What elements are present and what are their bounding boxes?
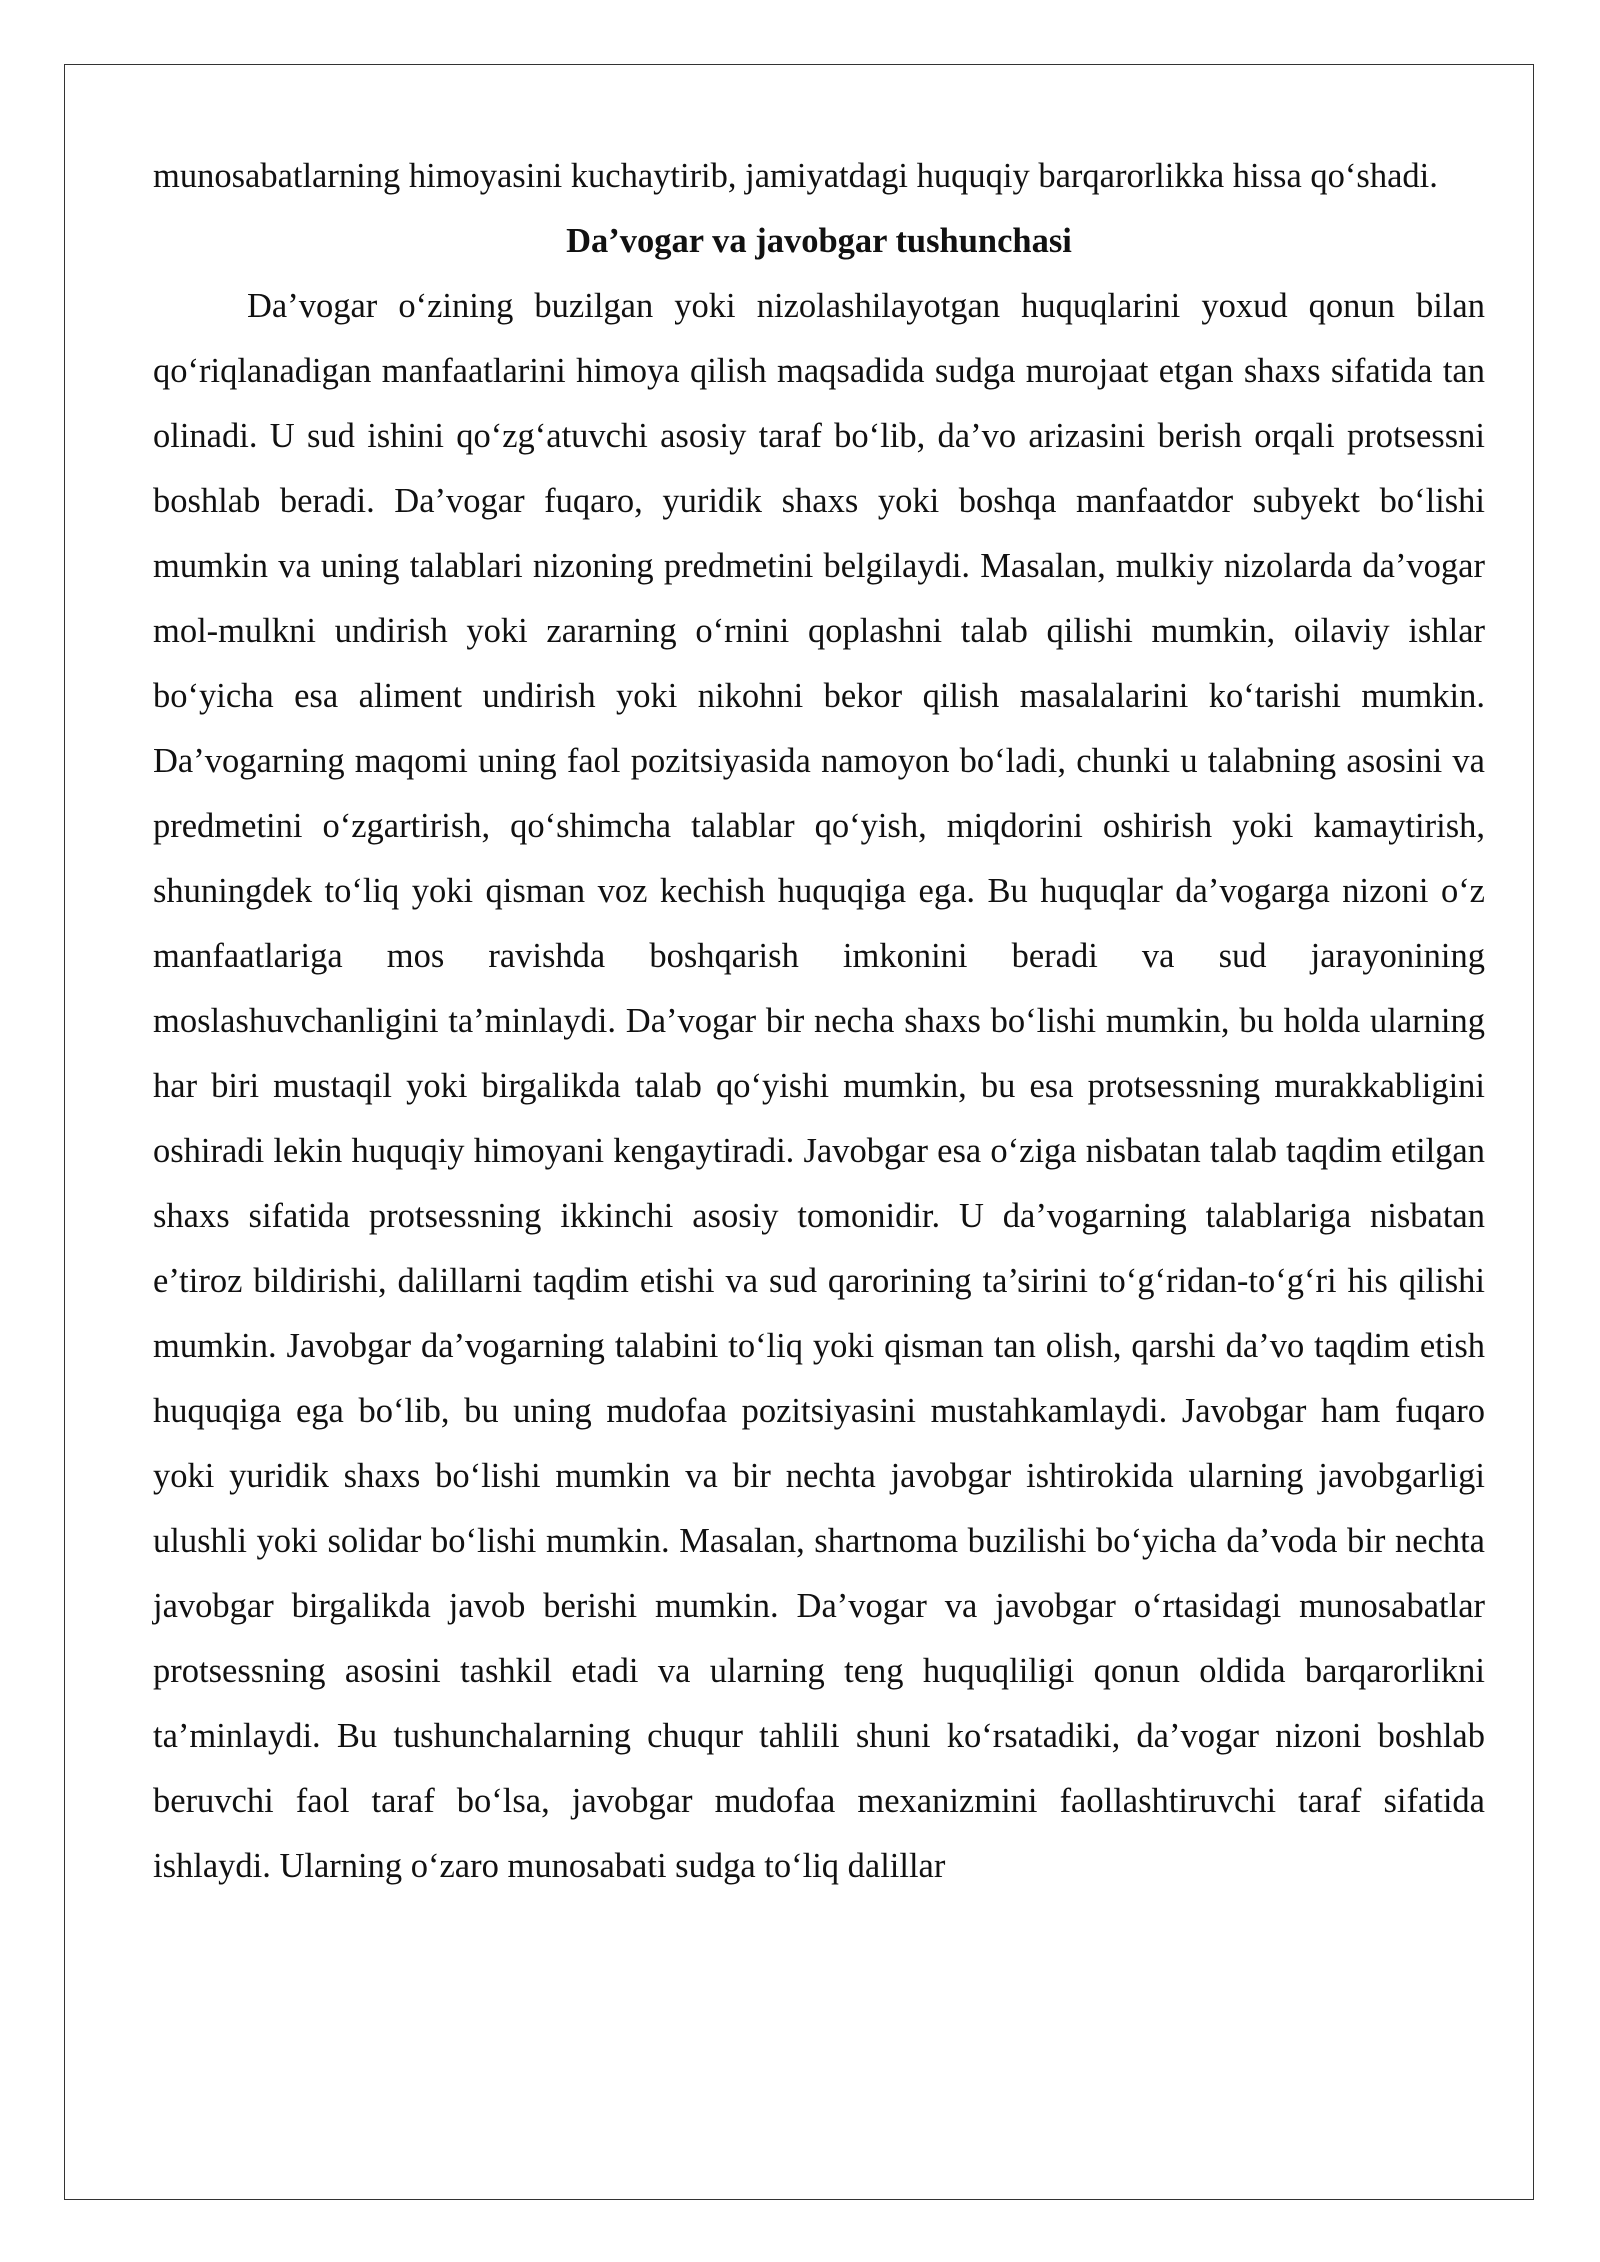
document-body	[153, 144, 1485, 1899]
continued-paragraph: munosabatlarning himoyasini kuchaytirib, jamiyatdagi huquqiy barqarorlikka hissa qo‘shadi.	[153, 157, 1438, 195]
body-paragraph: Da’vogar o‘zining buzilgan yoki nizolashilayotgan huquqlarini yoxud qonun bilan qo‘riqlanadigan manfaatlarini himoya qilish maqsadida sudga murojaat etgan shaxs sifatida tan olinadi. U sud ishini qo‘zg‘atuvchi asosiy taraf bo‘lib, da’vo arizasini berish orqali protsessni boshlab beradi. Da’vogar fuqaro, yuridik shaxs yoki boshqa manfaatdor subyekt bo‘lishi mumkin va uning talablari nizoning predmetini belgilaydi. Masalan, mulkiy nizolarda da’vogar mol-mulkni undirish yoki zararning o‘rnini qoplashni talab qilishi mumkin, oilaviy ishlar bo‘yicha esa aliment undirish yoki nikohni bekor qilish masalalarini ko‘tarishi mumkin. Da’vogarning maqomi uning faol pozitsiyasida namoyon bo‘ladi, chunki u talabning asosini va predmetini o‘zgartirish, qo‘shimcha talablar qo‘yish, miqdorini oshirish yoki kamaytirish, shuningdek to‘liq yoki qisman voz kechish huquqiga ega. Bu huquqlar da’vogarga nizoni o‘z manfaatlariga mos ravishda boshqarish imkonini beradi va sud jarayonining moslashuvchanligini ta’minlaydi. Da’vogar bir necha shaxs bo‘lishi mumkin, bu holda ularning har biri mustaqil yoki birgalikda talab qo‘yishi mumkin, bu esa protsessning murakkabligini oshiradi lekin huquqiy himoyani kengaytiradi. Javobgar esa o‘ziga nisbatan talab taqdim etilgan shaxs sifatida protsessning ikkinchi asosiy tomonidir. U da’vogarning talablariga nisbatan e’tiroz bildirishi, dalillarni taqdim etishi va sud qarorining ta’sirini to‘g‘ridan-to‘g‘ri his qilishi mumkin. Javobgar da’vogarning talabini to‘liq yoki qisman tan olish, qarshi da’vo taqdim etish huquqiga ega bo‘lib, bu uning mudofaa pozitsiyasini mustahkamlaydi. Javobgar ham fuqaro yoki yuridik shaxs bo‘lishi mumkin va bir nechta javobgar ishtirokida ularning javobgarligi ulushli yoki solidar bo‘lishi mumkin. Masalan, shartnoma buzilishi bo‘yicha da’voda bir nechta javobgar birgalikda javob berishi mumkin. Da’vogar va javobgar o‘rtasidagi munosabatlar protsessning asosini tashkil etadi va ularning teng huquqliligi qonun oldida barqarorlikni ta’minlaydi. Bu tushunchalarning chuqur tahlili shuni ko‘rsatadiki, da’vogar nizoni boshlab beruvchi faol taraf bo‘lsa, javobgar mudofaa mexanizmini faollashtiruvchi taraf sifatida ishlaydi. Ularning o‘zaro munosabati sudga to‘liq dalillar	[153, 287, 1485, 1885]
section-heading: Da’vogar va javobgar tushunchasi	[566, 222, 1072, 260]
